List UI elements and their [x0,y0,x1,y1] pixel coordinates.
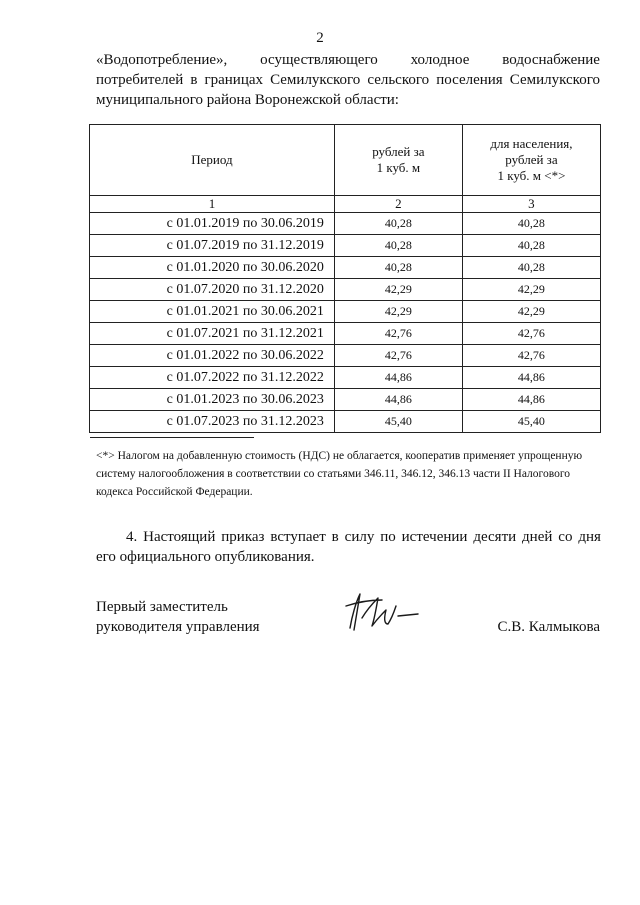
intro-word: «Водопотребление», [96,52,228,68]
signer-title-line: Первый заместитель [96,599,228,615]
period-cell: с 01.01.2019 по 30.06.2019 [90,213,335,235]
population-tariff-cell: 42,29 [462,301,600,323]
intro-word: водоснабжение [502,52,600,68]
order-word: приказ [221,529,265,545]
period-cell: с 01.01.2022 по 30.06.2022 [90,345,335,367]
tariff-cell: 40,28 [334,235,462,257]
tariff-table [89,124,601,433]
header-rub-line: рублей за [372,144,425,159]
signer-name: С.В. Калмыкова [497,619,600,635]
intro-word: в [190,72,198,88]
population-tariff-cell: 44,86 [462,367,600,389]
population-tariff-cell: 45,40 [462,411,600,433]
order-word: десяти [473,529,517,545]
footnote-line: кодекса Российской Федерации. [96,486,253,498]
footnote-line: <*> Налогом на добавленную стоимость (НДС) не облагается, кооператив применяет упрощенную [96,450,583,462]
table-header-row [90,125,601,196]
signer-title-line: руководителя управления [96,619,260,635]
intro-word: границах [204,72,264,88]
table-row [90,367,601,389]
signer-title [96,597,260,637]
population-tariff-cell: 40,28 [462,257,600,279]
intro-word: потребителей [96,72,184,88]
order-word: 4. [126,529,138,545]
table-row [90,235,601,257]
tariff-cell: 44,86 [334,389,462,411]
intro-word: поселения [436,72,503,88]
signature-image [338,588,428,638]
order-word: в [331,529,339,545]
table-row [90,411,601,433]
column-number: 3 [462,196,600,213]
table-row [90,213,601,235]
period-cell: с 01.07.2022 по 31.12.2022 [90,367,335,389]
tariff-cell: 40,28 [334,213,462,235]
tariff-cell: 40,28 [334,257,462,279]
order-word: со [558,529,573,545]
period-cell: с 01.01.2020 по 30.06.2020 [90,257,335,279]
intro-line-2 [96,70,600,90]
table-row [90,389,601,411]
header-pop-line: рублей за [505,152,558,167]
header-period: Период [90,125,335,196]
population-tariff-cell: 40,28 [462,213,600,235]
table-row [90,301,601,323]
tariff-cell: 42,76 [334,345,462,367]
order-word: по [380,529,396,545]
population-tariff-cell: 44,86 [462,389,600,411]
period-cell: с 01.01.2023 по 30.06.2023 [90,389,335,411]
population-tariff-cell: 42,76 [462,345,600,367]
header-pop-line: для населения, [490,136,573,151]
intro-word: Семилукского [270,72,361,88]
footnote [96,447,601,501]
header-rub-line: 1 куб. м [376,160,421,175]
order-line-2: его официального опубликования. [96,549,315,565]
order-paragraph [96,527,601,567]
tariff-cell: 45,40 [334,411,462,433]
intro-paragraph [96,50,600,110]
intro-line-3: муниципального района Воронежской области: [96,92,399,108]
column-number: 2 [334,196,462,213]
tariff-cell: 42,76 [334,323,462,345]
tariff-cell: 44,86 [334,367,462,389]
order-word: дней [522,529,553,545]
column-number: 1 [90,196,335,213]
order-word: Настоящий [143,529,216,545]
tariff-cell: 42,29 [334,301,462,323]
intro-word: холодное [410,52,470,68]
order-line-1 [96,527,601,547]
population-tariff-cell: 42,76 [462,323,600,345]
table-row [90,257,601,279]
population-tariff-cell: 40,28 [462,235,600,257]
intro-word: сельского [367,72,430,88]
table-row [90,345,601,367]
footnote-divider [90,437,254,438]
intro-word: осуществляющего [260,52,378,68]
table-row [90,279,601,301]
tariff-cell: 42,29 [334,279,462,301]
intro-line-1 [96,50,600,70]
header-population-rub-per-m3 [462,125,600,196]
period-cell: с 01.01.2021 по 30.06.2021 [90,301,335,323]
intro-word: Семилукского [509,72,600,88]
period-cell: с 01.07.2021 по 31.12.2021 [90,323,335,345]
order-word: вступает [270,529,326,545]
page-number: 2 [316,30,324,46]
header-pop-line: 1 куб. м <*> [497,168,566,183]
order-word: истечении [401,529,468,545]
population-tariff-cell: 42,29 [462,279,600,301]
column-number-row [90,196,601,213]
header-rub-per-m3 [334,125,462,196]
period-cell: с 01.07.2019 по 31.12.2019 [90,235,335,257]
table-row [90,323,601,345]
footnote-line: систему налогообложения в соответствии со статьями 346.11, 346.12, 346.13 части II Налогового [96,468,571,480]
period-cell: с 01.07.2023 по 31.12.2023 [90,411,335,433]
period-cell: с 01.07.2020 по 31.12.2020 [90,279,335,301]
order-word: силу [344,529,375,545]
order-word: дня [578,529,601,545]
